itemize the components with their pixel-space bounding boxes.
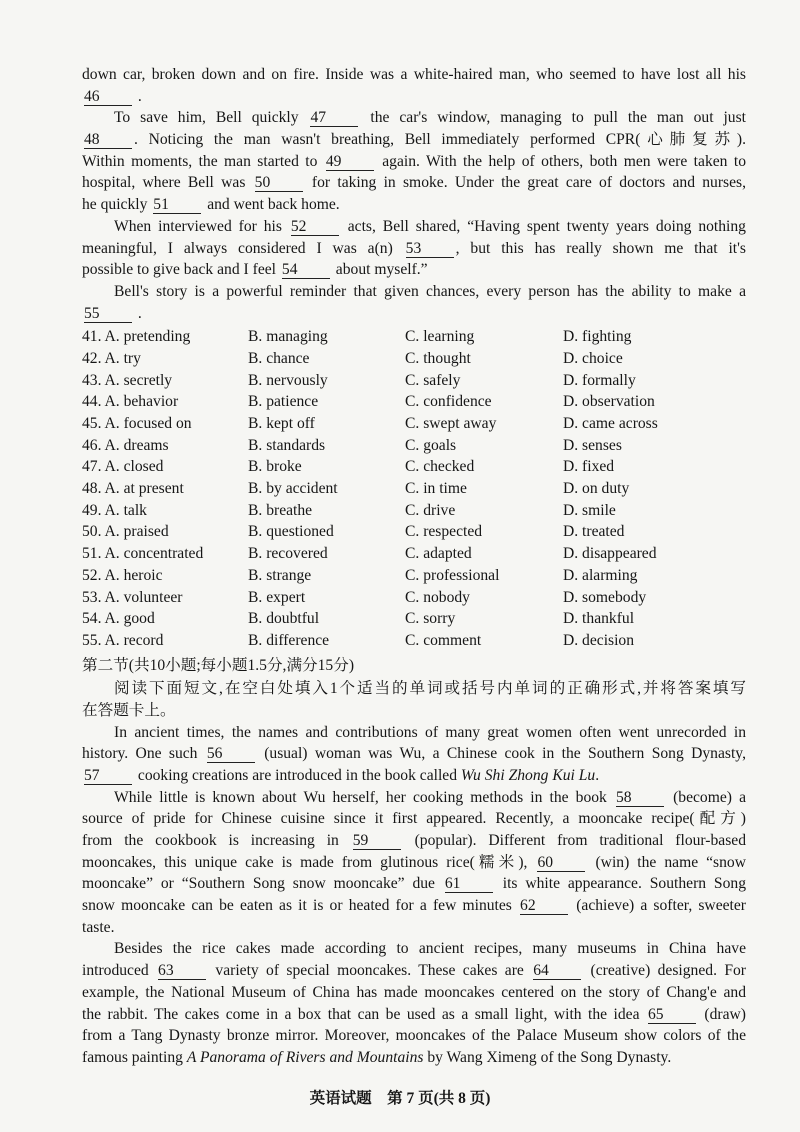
option-choice: B. recovered [248,545,328,563]
option-choice: D. smile [563,501,616,519]
text-segment: Bell's story is a powerful reminder that given chances, every person has the ability to make a [114,282,746,300]
option-choice: B. standards [248,436,326,454]
answer-blank: 48 [84,131,132,149]
option-choice: C. sorry [405,610,456,628]
answer-blank: 55 [84,305,132,323]
text-segment: Besides the rice cakes made according to ancient recipes, many museums in China have [114,940,746,958]
page-footer: 英语试题 第 7 页(共 8 页) [309,1090,491,1107]
question-options [82,326,746,348]
answer-blank: 64 [533,962,581,980]
text-segment: possible to give back and I feel [82,261,280,279]
option-choice: D. fighting [563,328,632,346]
answer-blank: 51 [153,196,201,214]
text-segment: meaningful, I always considered I was a(n) [82,239,404,257]
instruction-line: 阅读下面短文,在空白处填入1个适当的单词或括号内单词的正确形式,并将答案填写 [114,679,746,697]
question-options [82,565,746,587]
text-segment: Within moments, the man started to [82,152,324,170]
option-choice: B. managing [248,328,328,346]
text-segment: (achieve) a softer, sweeter [570,897,746,915]
option-choice: 48. A. at present [82,480,184,498]
option-choice: B. breathe [248,501,313,519]
option-choice: B. difference [248,631,330,649]
text-segment: down car, broken down and on fire. Inside was a white-haired man, who seemed to have lost all his [82,66,746,83]
text-segment: (win) the name “snow [587,853,746,871]
text-segment: taste. [82,918,115,936]
option-choice: 50. A. praised [82,523,169,541]
option-choice: 52. A. heroic [82,566,163,584]
option-choice: C. adapted [405,545,472,563]
text-line [82,194,746,216]
option-choice: 41. A. pretending [82,328,191,346]
question-options [82,456,746,478]
option-choice: D. on duty [563,480,630,498]
paragraph [82,107,746,215]
option-choice: 49. A. talk [82,501,147,519]
text-segment: mooncake” or “Southern Song snow mooncake” due [82,875,443,893]
option-choice: D. observation [563,393,655,411]
text-segment: . Noticing the man wasn't breathing, Bell immediately performed CPR(心肺复苏). [134,131,746,149]
question-options [82,543,746,565]
text-line [82,765,746,787]
text-segment: the car's window, managing to pull the man out just [360,109,746,127]
instruction-line: 在答题卡上。 [82,701,176,719]
text-segment: again. With the help of others, both men were taken to [375,152,746,170]
question-options [82,413,746,435]
text-segment: (become) a [665,788,746,806]
option-choice: D. senses [563,436,622,454]
text-segment: (draw) [697,1005,746,1023]
answer-blank: 54 [282,261,330,279]
question-options [82,478,746,500]
option-choice: C. comment [405,631,482,649]
section-heading: 第二节(共10小题;每小题1.5分,满分15分) [82,656,355,674]
option-choice: 54. A. good [82,610,155,628]
option-choice: D. disappeared [563,545,657,563]
answer-blank: 58 [616,789,664,807]
option-choice: D. came across [563,415,658,432]
text-line [82,808,746,830]
text-segment: . [595,766,600,784]
option-choice: C. thought [405,349,471,367]
option-choice: B. questioned [248,523,334,541]
book-title: Wu Shi Zhong Kui Lu [460,766,596,784]
answer-blank: 50 [255,174,303,192]
option-choice: 47. A. closed [82,458,164,476]
option-choice: C. checked [405,458,475,476]
answer-blank: 65 [648,1006,696,1024]
text-line [82,281,746,303]
answer-blank: 60 [537,854,585,872]
answer-blank: 56 [207,745,255,763]
option-choice: 51. A. concentrated [82,545,204,563]
option-choice: D. somebody [563,588,647,606]
paragraph [82,216,746,281]
text-line [82,1047,746,1069]
text-line [82,1004,746,1026]
text-line [82,917,746,939]
text-line [82,830,746,852]
text-segment: When interviewed for his [114,217,289,235]
question-options [82,587,746,609]
option-choice: C. safely [405,371,461,389]
text-segment: and went back home. [203,196,340,214]
text-line [82,743,746,765]
option-choice: C. learning [405,328,475,346]
text-line [82,64,746,86]
text-line [82,129,746,151]
text-segment: history. One such [82,745,205,763]
option-choice: 45. A. focused on [82,415,192,432]
text-segment: (creative) designed. For [583,962,746,980]
option-choice: C. professional [405,566,500,584]
question-options [82,348,746,370]
text-segment: about myself.” [331,261,428,279]
question-options [82,608,746,630]
answer-blank: 49 [326,153,374,171]
text-line [82,852,746,874]
text-line [82,787,746,809]
paragraph [82,787,746,939]
text-segment: acts, Bell shared, “Having spent twenty years doing nothing [340,217,746,235]
option-choice: B. chance [248,349,310,367]
text-segment: introduced [82,962,157,980]
options-list [82,326,746,651]
text-line [82,722,746,744]
text-line [82,873,746,895]
answer-blank: 46 [84,88,132,106]
option-choice: D. alarming [563,566,638,584]
question-options [82,370,746,392]
answer-blank: 63 [158,962,206,980]
text-line [82,216,746,238]
text-line [82,172,746,194]
option-choice: C. drive [405,501,456,519]
option-choice: D. treated [563,523,625,541]
option-choice: D. choice [563,349,623,367]
option-choice: C. confidence [405,393,492,411]
option-choice: C. in time [405,480,467,498]
text-segment: mooncakes, this unique cake is made from glutinous rice(糯米), [82,853,536,871]
option-choice: C. respected [405,523,483,541]
option-choice: 43. A. secretly [82,371,173,389]
question-options [82,630,746,652]
option-choice: D. fixed [563,458,615,476]
option-choice: C. swept away [405,415,497,432]
text-segment: , but this has really shown me that it's [455,239,746,257]
text-segment: hospital, where Bell was [82,174,253,192]
text-line [82,1025,746,1047]
question-options [82,500,746,522]
question-options [82,391,746,413]
answer-blank: 57 [84,767,132,785]
text-line [82,982,746,1004]
option-choice: D. decision [563,631,635,649]
text-line [82,259,746,281]
grammar-fill-passage [82,722,746,1069]
cloze-passage [82,64,746,324]
text-line [82,960,746,982]
text-segment: . [134,87,142,105]
answer-blank: 61 [445,875,493,893]
option-choice: B. expert [248,588,306,606]
book-title: A Panorama of Rivers and Mountains [186,1048,424,1066]
text-segment: (usual) woman was Wu, a Chinese cook in the Southern Song Dynasty, [256,745,746,763]
text-segment: example, the National Museum of China has made mooncakes centered on the story of Chang'e and [82,983,746,1001]
paragraph [82,281,746,324]
paragraph [82,64,746,107]
text-line [82,86,746,108]
text-segment: variety of special mooncakes. These cakes are [208,962,532,980]
option-choice: 46. A. dreams [82,436,169,454]
text-segment: snow mooncake can be eaten as it is or heated for a few minutes [82,897,519,915]
answer-blank: 59 [353,832,401,850]
option-choice: B. patience [248,393,319,411]
question-options [82,521,746,543]
text-segment: its white appearance. Southern Song [494,875,746,893]
question-options [82,435,746,457]
option-choice: 55. A. record [82,631,164,649]
text-segment: from a Tang Dynasty bronze mirror. Moreover, mooncakes of the Palace Museum show colors of the [82,1027,746,1045]
option-choice: 44. A. behavior [82,393,179,411]
text-segment: he quickly [82,196,152,214]
section-instructions [82,678,746,722]
text-segment: In ancient times, the names and contributions of many great women often went unrecorded in [114,723,746,741]
text-line [82,303,746,325]
answer-blank: 52 [291,218,339,236]
text-segment: (popular). Different from traditional flour-based [402,832,746,849]
option-choice: 53. A. volunteer [82,588,183,606]
option-choice: B. doubtful [248,610,320,628]
option-choice: B. by accident [248,480,338,498]
text-segment: cooking creations are introduced in the book called [134,766,461,784]
text-segment: source of pride for Chinese cuisine since it first appeared. Recently, a mooncake recipe(配方) [82,810,746,828]
text-segment: from the cookbook is increasing in [82,832,351,849]
text-segment: for taking in smoke. Under the great care of doctors and nurses, [304,174,746,192]
option-choice: 42. A. try [82,349,141,367]
option-choice: D. thankful [563,610,635,628]
answer-blank: 53 [406,240,454,258]
option-choice: B. strange [248,566,312,584]
exam-page-content [82,64,746,1069]
text-segment: To save him, Bell quickly [114,109,309,127]
text-line [82,151,746,173]
option-choice: B. broke [248,458,302,476]
answer-blank: 62 [520,897,568,915]
answer-blank: 47 [310,109,358,127]
text-line [82,938,746,960]
text-segment: While little is known about Wu herself, her cooking methods in the book [114,788,614,806]
text-segment: the rabbit. The cakes come in a box that can be used as a small light, with the idea [82,1005,646,1023]
option-choice: C. goals [405,436,457,454]
option-choice: B. nervously [248,371,328,389]
text-line [82,895,746,917]
option-choice: B. kept off [248,415,315,432]
text-segment: . [134,304,142,322]
text-line [82,238,746,260]
text-line [82,107,746,129]
option-choice: D. formally [563,371,636,389]
text-segment: by Wang Ximeng of the Song Dynasty. [423,1048,672,1066]
paragraph [82,722,746,787]
text-segment: famous painting [82,1048,187,1066]
option-choice: C. nobody [405,588,470,606]
paragraph [82,938,746,1068]
